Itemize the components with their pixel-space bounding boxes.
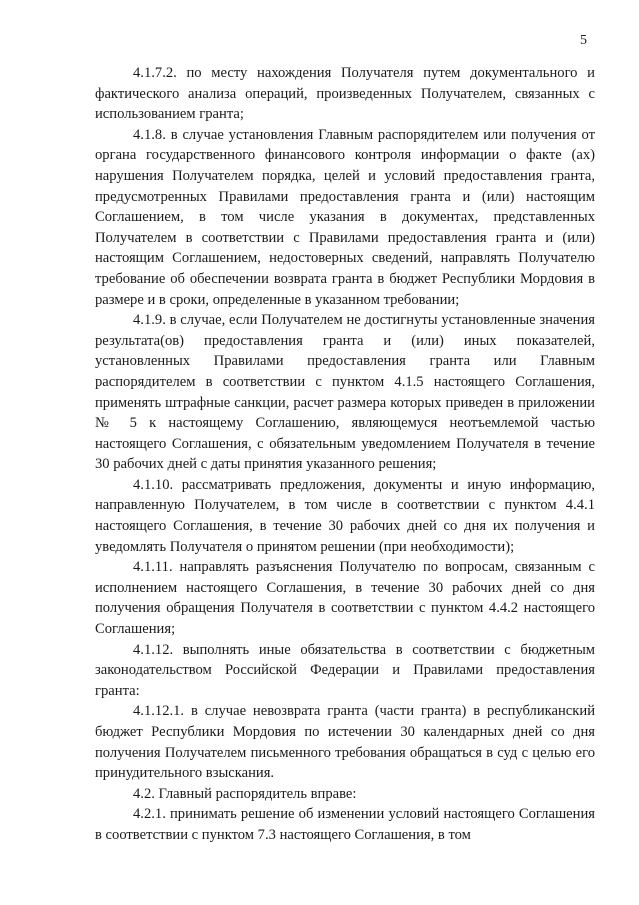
paragraph-4-1-12: 4.1.12. выполнять иные обязательства в соответствии с бюджетным законодательством Российской Федерации и Правилами предоставления гранта: — [95, 641, 595, 699]
page-number: 5 — [580, 33, 587, 48]
paragraph-4-1-11: 4.1.11. направлять разъяснения Получателю по вопросам, связанным с исполнением настоящего Соглашения, в течение 30 рабочих дней со дня получения обращения Получателя в соответствии с пунктом 4.4.2 настоящего Соглашения; — [95, 559, 595, 638]
paragraph-4-1-7-2: 4.1.7.2. по месту нахождения Получателя путем документального и фактического анализа операций, произведенных Получателем, связанных с использованием гранта; — [95, 65, 595, 123]
document-body — [95, 63, 595, 846]
paragraph-4-1-10: 4.1.10. рассматривать предложения, документы и иную информацию, направленную Получателем, в том числе в соответствии с пунктом 4.4.1 настоящего Соглашения, в течение 30 рабочих дней со дня их получения и уведомлять Получателя о принятом решении (при необходимости); — [95, 476, 595, 555]
paragraph-4-2: 4.2. Главный распорядитель вправе: — [133, 785, 357, 802]
paragraph-4-1-9: 4.1.9. в случае, если Получателем не достигнуты установленные значения результата(ов) предоставления гранта и (или) иных показателей, установленных Правилами предоставления гранта или Главным распорядителем в соответствии с пунктом 4.1.5 настоящего Соглашения, применять штрафные санкции, расчет размера которых приведен в приложении № 5 к настоящему Соглашению, являющемуся неотъемлемой частью настоящего Соглашения, с обязательным уведомлением Получателя в течение 30 рабочих дней с даты принятия указанного решения; — [95, 312, 595, 473]
paragraph-4-1-12-1: 4.1.12.1. в случае невозврата гранта (части гранта) в республиканский бюджет Республики Мордовия по истечении 30 календарных дней со дня получения Получателем письменного требования обращаться в суд с целью его принудительного взыскания. — [95, 703, 595, 782]
paragraph-4-2-1: 4.2.1. принимать решение об изменении условий настоящего Соглашения в соответствии с пунктом 7.3 настоящего Соглашения, в том — [95, 806, 595, 843]
paragraph-4-1-8: 4.1.8. в случае установления Главным распорядителем или получения от органа государственного финансового контроля информации о факте (ах) нарушения Получателем порядка, целей и условий предоставления гранта, предусмотренных Правилами предоставления гранта и (или) настоящим Соглашением, в том числе указания в документах, представленных Получателем в соответствии с Правилами предоставления гранта и (или) настоящим Соглашением, недостоверных сведений, направлять Получателю требование об обеспечении возврата гранта в бюджет Республики Мордовия в размере и в сроки, определенные в указанном требовании; — [95, 126, 595, 308]
